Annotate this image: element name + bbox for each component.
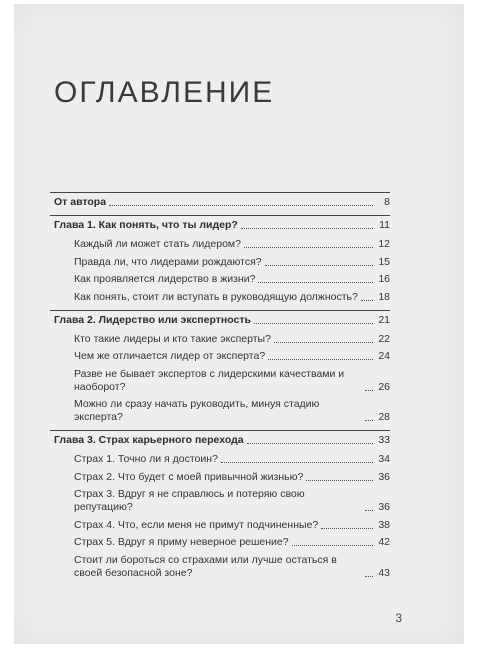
dot-leader [306, 480, 373, 481]
toc-subentry[interactable] [50, 536, 390, 549]
entry-title: Чем же отличается лидер от эксперта? [74, 350, 266, 362]
section-divider [50, 215, 390, 216]
dot-leader [221, 462, 373, 463]
toc-section [50, 430, 390, 580]
toc-subentry[interactable] [50, 368, 390, 394]
dot-leader [247, 443, 373, 444]
table-of-contents [50, 192, 390, 584]
toc-subentry[interactable] [50, 398, 390, 424]
toc-subentry[interactable] [50, 291, 390, 304]
toc-chapter-entry[interactable] [50, 434, 390, 447]
entry-page-number: 24 [378, 350, 390, 362]
entry-page-number: 43 [378, 566, 390, 579]
entry-title: Стоит ли бороться со страхами или лучше остаться в своей безопасной зоне? [74, 553, 337, 579]
toc-section [50, 215, 390, 304]
entry-title: Можно ли сразу начать руководить, минуя стадию эксперта? [74, 398, 320, 423]
entry-page-number: 22 [378, 332, 390, 345]
toc-chapter-entry[interactable] [50, 219, 390, 232]
toc-subentry[interactable] [50, 488, 390, 514]
dot-leader [109, 205, 373, 206]
entry-page-number: 18 [378, 290, 390, 303]
toc-section [50, 192, 390, 209]
entry-title: Кто такие лидеры и кто такие эксперты? [74, 332, 271, 345]
dot-leader [274, 342, 373, 343]
entry-page-number: 42 [378, 536, 390, 548]
dot-leader [321, 528, 373, 529]
entry-page-number: 28 [378, 411, 390, 423]
dot-leader [268, 359, 373, 360]
entry-page-number: 21 [378, 313, 390, 326]
entry-title: Страх 1. Точно ли я достоин? [74, 453, 218, 465]
entry-page-number: 33 [378, 434, 390, 446]
dot-leader [258, 282, 373, 283]
entry-page-number: 8 [384, 196, 390, 208]
toc-subentry[interactable] [50, 256, 390, 269]
section-divider [50, 310, 390, 311]
entry-page-number: 11 [379, 219, 390, 231]
entry-title: Глава 2. Лидерство или экспертность [54, 313, 251, 326]
entry-title: Как проявляется лидерство в жизни? [74, 273, 256, 285]
dot-leader [365, 510, 373, 511]
toc-subentry[interactable] [50, 453, 390, 466]
dot-leader [244, 247, 373, 248]
dot-leader [365, 420, 373, 421]
book-page [14, 4, 464, 644]
toc-subentry[interactable] [50, 350, 390, 363]
dot-leader [254, 323, 373, 324]
entry-title: Правда ли, что лидерами рождаются? [74, 255, 262, 268]
dot-leader [292, 545, 373, 546]
entry-title: Страх 3. Вдруг я не справлюсь и потеряю свою репутацию? [74, 488, 305, 513]
entry-page-number: 16 [378, 273, 390, 285]
toc-section [50, 310, 390, 425]
entry-title: Глава 3. Страх карьерного перехода [54, 434, 244, 446]
dot-leader [365, 576, 373, 577]
toc-subentry[interactable] [50, 519, 390, 532]
page-title: ОГЛАВЛЕНИЕ [54, 76, 275, 109]
entry-title: Каждый ли может стать лидером? [74, 238, 241, 250]
entry-title: Как понять, стоит ли вступать в руководящую должность? [74, 290, 358, 303]
entry-title: Страх 5. Вдруг я приму неверное решение? [74, 536, 289, 548]
toc-subentry[interactable] [50, 554, 390, 580]
toc-chapter-entry[interactable] [50, 196, 390, 209]
dot-leader [365, 390, 373, 391]
entry-page-number: 36 [378, 470, 390, 483]
section-divider [50, 430, 390, 431]
section-divider [50, 192, 390, 193]
toc-subentry[interactable] [50, 273, 390, 286]
entry-page-number: 12 [378, 238, 390, 250]
dot-leader [361, 300, 373, 301]
toc-subentry[interactable] [50, 333, 390, 346]
toc-subentry[interactable] [50, 471, 390, 484]
entry-page-number: 38 [378, 518, 390, 531]
entry-title: Страх 4. Что, если меня не примут подчиненные? [74, 518, 319, 531]
entry-title: Страх 2. Что будет с моей привычной жизнью? [74, 470, 304, 483]
dot-leader [241, 228, 373, 229]
dot-leader [265, 265, 373, 266]
entry-page-number: 15 [378, 255, 390, 268]
entry-title: Глава 1. Как понять, что ты лидер? [54, 219, 238, 231]
toc-chapter-entry[interactable] [50, 314, 390, 327]
entry-page-number: 36 [378, 501, 390, 513]
entry-title: Разве не бывает экспертов с лидерскими качествами и наоборот? [74, 367, 345, 393]
entry-page-number: 34 [378, 453, 390, 465]
page-number: 3 [395, 611, 402, 625]
entry-page-number: 26 [378, 380, 390, 393]
entry-title: От автора [54, 196, 107, 208]
toc-subentry[interactable] [50, 238, 390, 251]
